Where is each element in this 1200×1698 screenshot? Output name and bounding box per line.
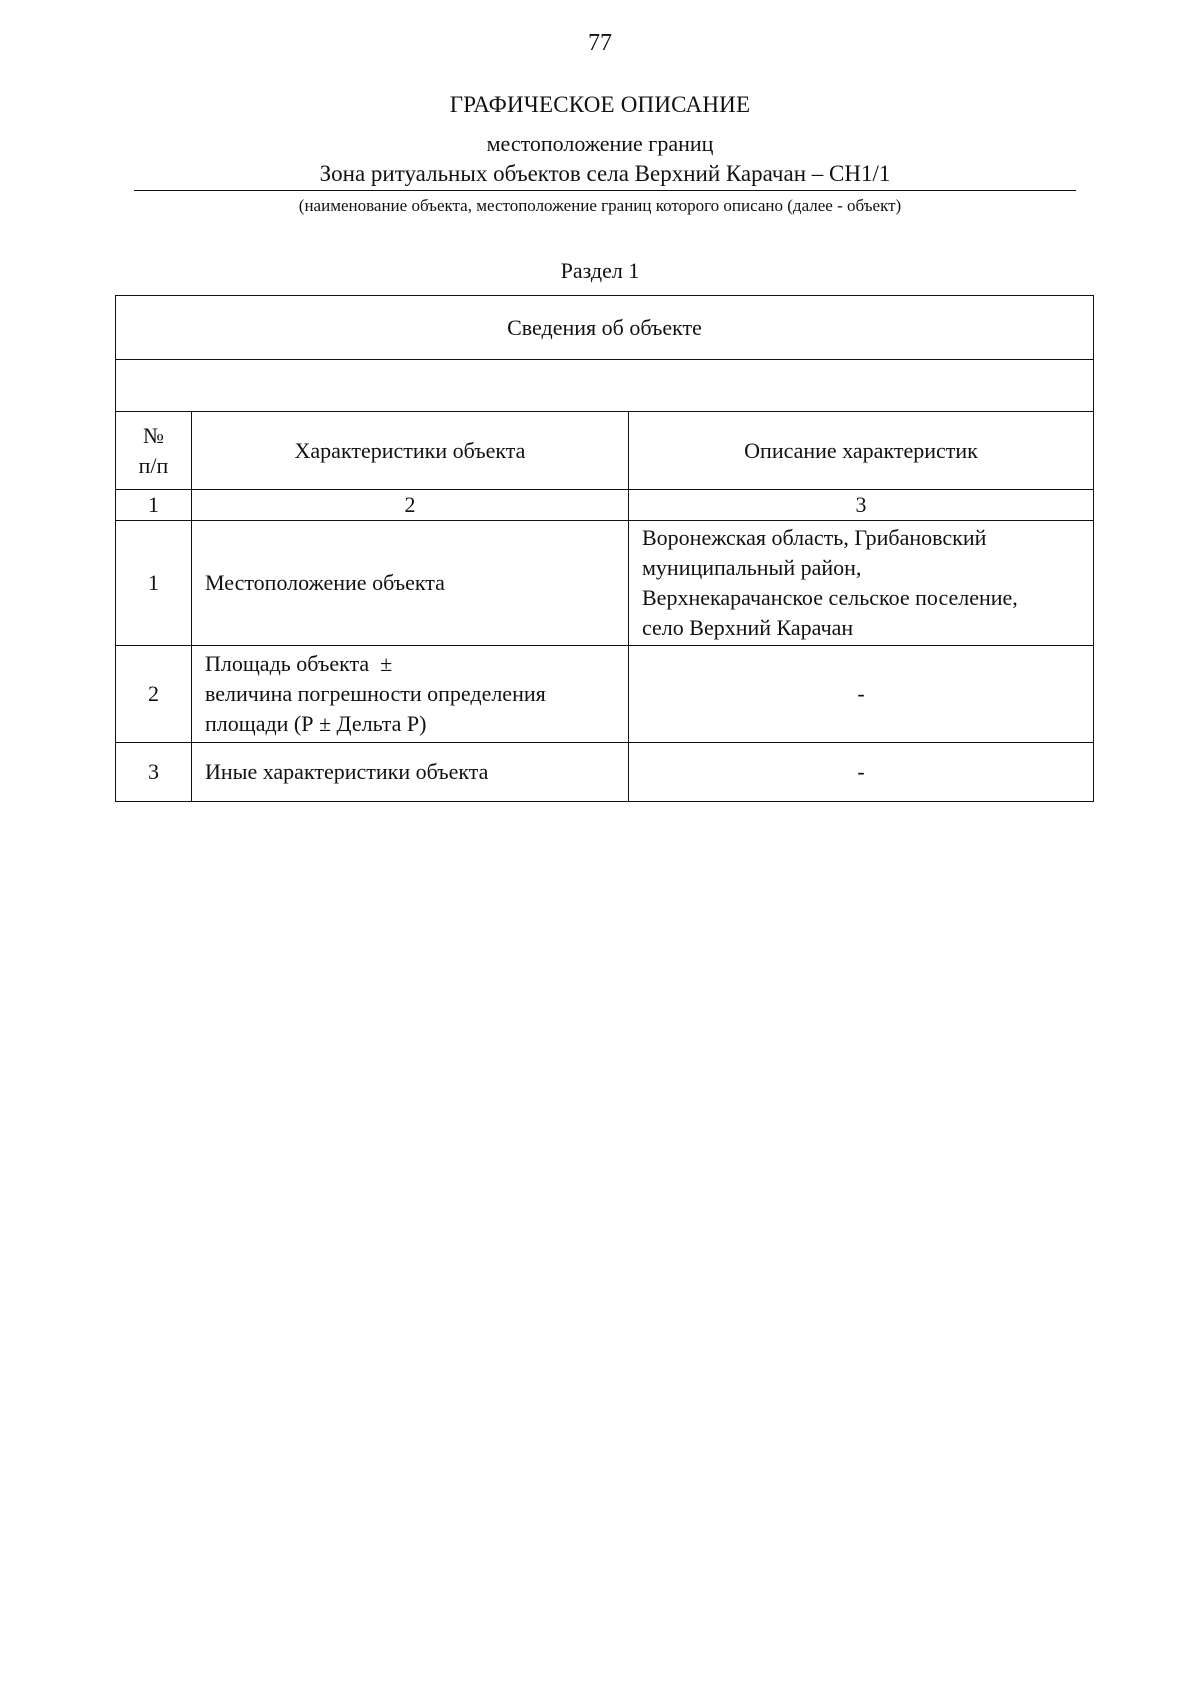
document-subtitle: местоположение границ: [486, 131, 714, 156]
row-number: 1: [116, 521, 192, 646]
characteristic-line: Местоположение объекта: [205, 570, 445, 595]
description-line: Верхнекарачанское сельское поселение,: [642, 585, 1018, 610]
table-row: [116, 521, 1094, 646]
table-header: Сведения об объекте: [116, 296, 1094, 360]
table-row: [116, 646, 1094, 743]
characteristic-line: величина погрешности определения: [205, 681, 546, 706]
table-empty-cell: [116, 360, 1094, 412]
row-description: -: [629, 646, 1094, 743]
row-characteristic: [192, 646, 629, 743]
row-characteristic: [192, 521, 629, 646]
table-header-row: [116, 296, 1094, 360]
document-title: ГРАФИЧЕСКОЕ ОПИСАНИЕ: [449, 92, 751, 117]
column-number: 1: [116, 490, 192, 521]
column-headers-row: [116, 412, 1094, 490]
column-number: 2: [192, 490, 629, 521]
column-numbers-row: [116, 490, 1094, 521]
column-header-description: Описание характеристик: [629, 412, 1094, 490]
object-info-table: [115, 295, 1094, 802]
column-number: 3: [629, 490, 1094, 521]
row-characteristic: Иные характеристики объекта: [192, 743, 629, 802]
section-label: Раздел 1: [560, 258, 640, 283]
column-header-num-line1: №: [143, 422, 164, 448]
row-number: 2: [116, 646, 192, 743]
table-empty-row: [116, 360, 1094, 412]
description-line: Воронежская область, Грибановский: [642, 525, 987, 550]
characteristic-line: Площадь объекта ±: [205, 651, 393, 676]
page-number: 77: [588, 30, 612, 56]
description-line: муниципальный район,: [642, 555, 862, 580]
column-header-num: [116, 412, 192, 490]
row-number: 3: [116, 743, 192, 802]
row-description: -: [629, 743, 1094, 802]
column-header-num-line2: п/п: [138, 452, 169, 478]
table-row: [116, 743, 1094, 802]
object-name-caption: (наименование объекта, местоположение границ которого описано (далее - объект): [298, 196, 902, 215]
row-description: [629, 521, 1094, 646]
column-header-characteristic: Характеристики объекта: [192, 412, 629, 490]
description-line: село Верхний Карачан: [642, 615, 854, 640]
characteristic-line: площади (Р ± Дельта Р): [205, 711, 427, 736]
object-name: Зона ритуальных объектов села Верхний Карачан – СН1/1: [134, 161, 1076, 191]
